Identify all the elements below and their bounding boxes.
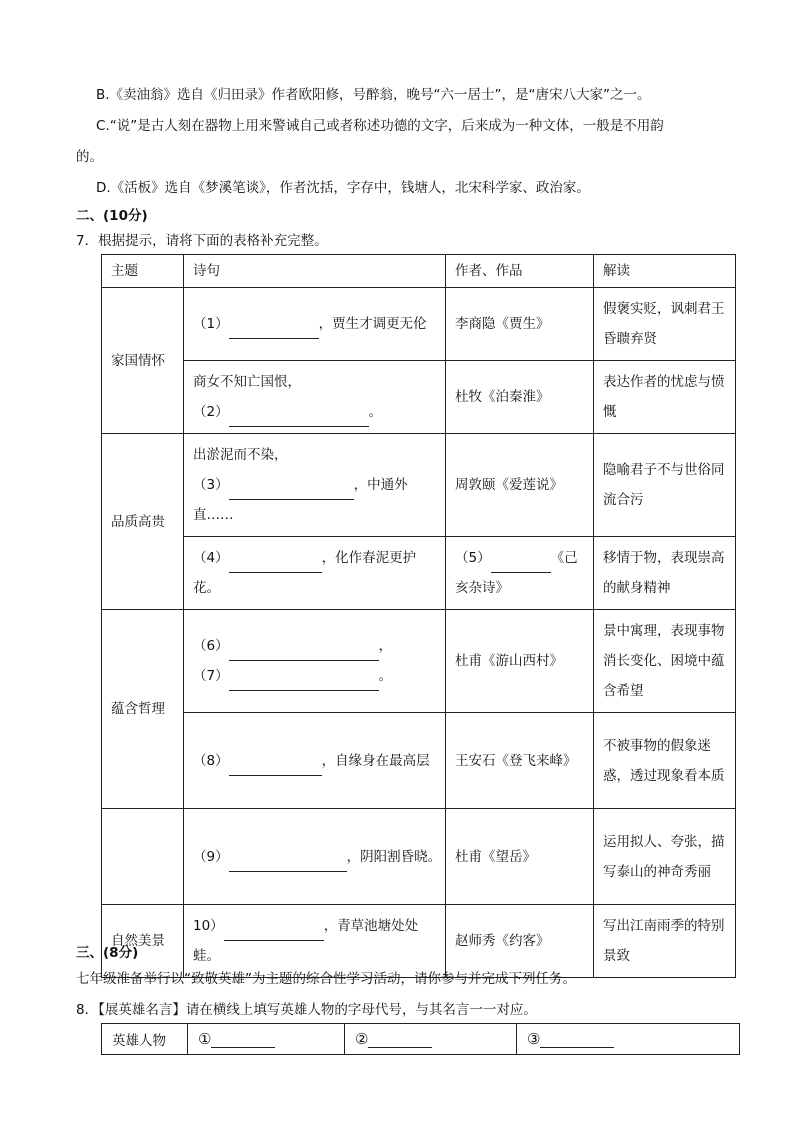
verse-cell: （4） ，化作春泥更护 花。 xyxy=(184,537,446,610)
question-8: 8．【展英雄名言】请在横线上填写英雄人物的字母代号，与其名言一一对应。 xyxy=(76,1002,537,1018)
verse-cell: 10） ，青草池塘处处 蛙。 xyxy=(184,905,446,978)
question-7: 7．根据提示，请将下面的表格补充完整。 xyxy=(76,233,328,249)
hero-slot-1: ① xyxy=(188,1024,345,1055)
hero-slot-2: ② xyxy=(345,1024,517,1055)
author-cell: 杜甫《望岳》 xyxy=(446,809,594,905)
hero-table xyxy=(101,1023,740,1055)
note-cell: 写出江南雨季的特别景致 xyxy=(594,905,736,978)
verse-cell: （8） ，自缘身在最高层 xyxy=(184,713,446,809)
note-cell: 表达作者的忧虑与愤慨 xyxy=(594,361,736,434)
note-cell: 移情于物，表现崇高的献身精神 xyxy=(594,537,736,610)
verse-cell: （9） ，阴阳割昏晓。 xyxy=(184,809,446,905)
option-c-line2: 的。 xyxy=(76,149,103,165)
blank-9[interactable] xyxy=(229,855,347,872)
header-note: 解读 xyxy=(594,255,736,288)
blank-6[interactable] xyxy=(229,644,379,661)
header-author: 作者、作品 xyxy=(446,255,594,288)
author-cell: 李商隐《贾生》 xyxy=(446,288,594,361)
theme-cell: 品质高贵 xyxy=(102,434,184,610)
table-row xyxy=(102,361,736,434)
theme-cell: 自然美景 xyxy=(102,905,184,978)
author-cell: 王安石《登飞来峰》 xyxy=(446,713,594,809)
table-row xyxy=(102,288,736,361)
blank-4[interactable] xyxy=(229,556,322,573)
note-cell: 假褒实贬，讽刺君王昏聩弃贤 xyxy=(594,288,736,361)
note-cell: 隐喻君子不与世俗同流合污 xyxy=(594,434,736,537)
blank-10[interactable] xyxy=(224,924,324,941)
option-c-line1: C.“说”是古人刻在器物上用来警诫自己或者称述功德的文字，后来成为一种文体，一般是不用韵 xyxy=(96,118,664,134)
theme-cell-empty xyxy=(102,809,184,905)
blank-5[interactable] xyxy=(491,556,551,573)
note-cell: 运用拟人、夸张，描写泰山的神奇秀丽 xyxy=(594,809,736,905)
theme-cell: 蕴含哲理 xyxy=(102,610,184,809)
table-row xyxy=(102,1024,740,1055)
table-row xyxy=(102,809,736,905)
section-3-intro: 七年级准备举行以“致敬英雄”为主题的综合性学习活动，请你参与并完成下列任务。 xyxy=(76,971,576,987)
option-d: D.《活板》选自《梦溪笔谈》，作者沈括，字存中，钱塘人，北宋科学家、政治家。 xyxy=(96,180,590,196)
blank-8[interactable] xyxy=(229,759,322,776)
note-cell: 不被事物的假象迷惑，透过现象看本质 xyxy=(594,713,736,809)
table-row xyxy=(102,537,736,610)
hero-blank-1[interactable] xyxy=(211,1031,275,1048)
header-verse: 诗句 xyxy=(184,255,446,288)
section-3-heading: 三、(8分) xyxy=(76,945,139,961)
option-b: B.《卖油翁》选自《归田录》作者欧阳修，号醉翁，晚号“六一居士”，是“唐宋八大家”之一。 xyxy=(96,87,651,103)
hero-blank-2[interactable] xyxy=(368,1031,432,1048)
blank-1[interactable] xyxy=(229,322,319,339)
author-cell: 赵师秀《约客》 xyxy=(446,905,594,978)
verse-cell: 商女不知亡国恨， （2） 。 xyxy=(184,361,446,434)
poetry-table xyxy=(101,254,736,978)
blank-7[interactable] xyxy=(229,674,379,691)
hero-slot-3: ③ xyxy=(517,1024,740,1055)
table-header-row xyxy=(102,255,736,288)
author-cell: （5） 《己 亥杂诗》 xyxy=(446,537,594,610)
note-cell: 景中寓理，表现事物消长变化、困境中蕴含希望 xyxy=(594,610,736,713)
hero-blank-3[interactable] xyxy=(540,1031,614,1048)
verse-cell: （6） ， （7） 。 xyxy=(184,610,446,713)
author-cell: 周敦颐《爱莲说》 xyxy=(446,434,594,537)
hero-label: 英雄人物 xyxy=(102,1024,188,1055)
blank-2[interactable] xyxy=(229,410,369,427)
author-cell: 杜牧《泊秦淮》 xyxy=(446,361,594,434)
header-theme: 主题 xyxy=(102,255,184,288)
table-row xyxy=(102,434,736,537)
section-2-heading: 二、(10分) xyxy=(76,208,148,224)
verse-cell: （1） ，贾生才调更无伦 xyxy=(184,288,446,361)
verse-cell: 出淤泥而不染， （3） ，中通外 直…… xyxy=(184,434,446,537)
table-row xyxy=(102,713,736,809)
blank-3[interactable] xyxy=(229,483,354,500)
author-cell: 杜甫《游山西村》 xyxy=(446,610,594,713)
table-row xyxy=(102,610,736,713)
theme-cell: 家国情怀 xyxy=(102,288,184,434)
